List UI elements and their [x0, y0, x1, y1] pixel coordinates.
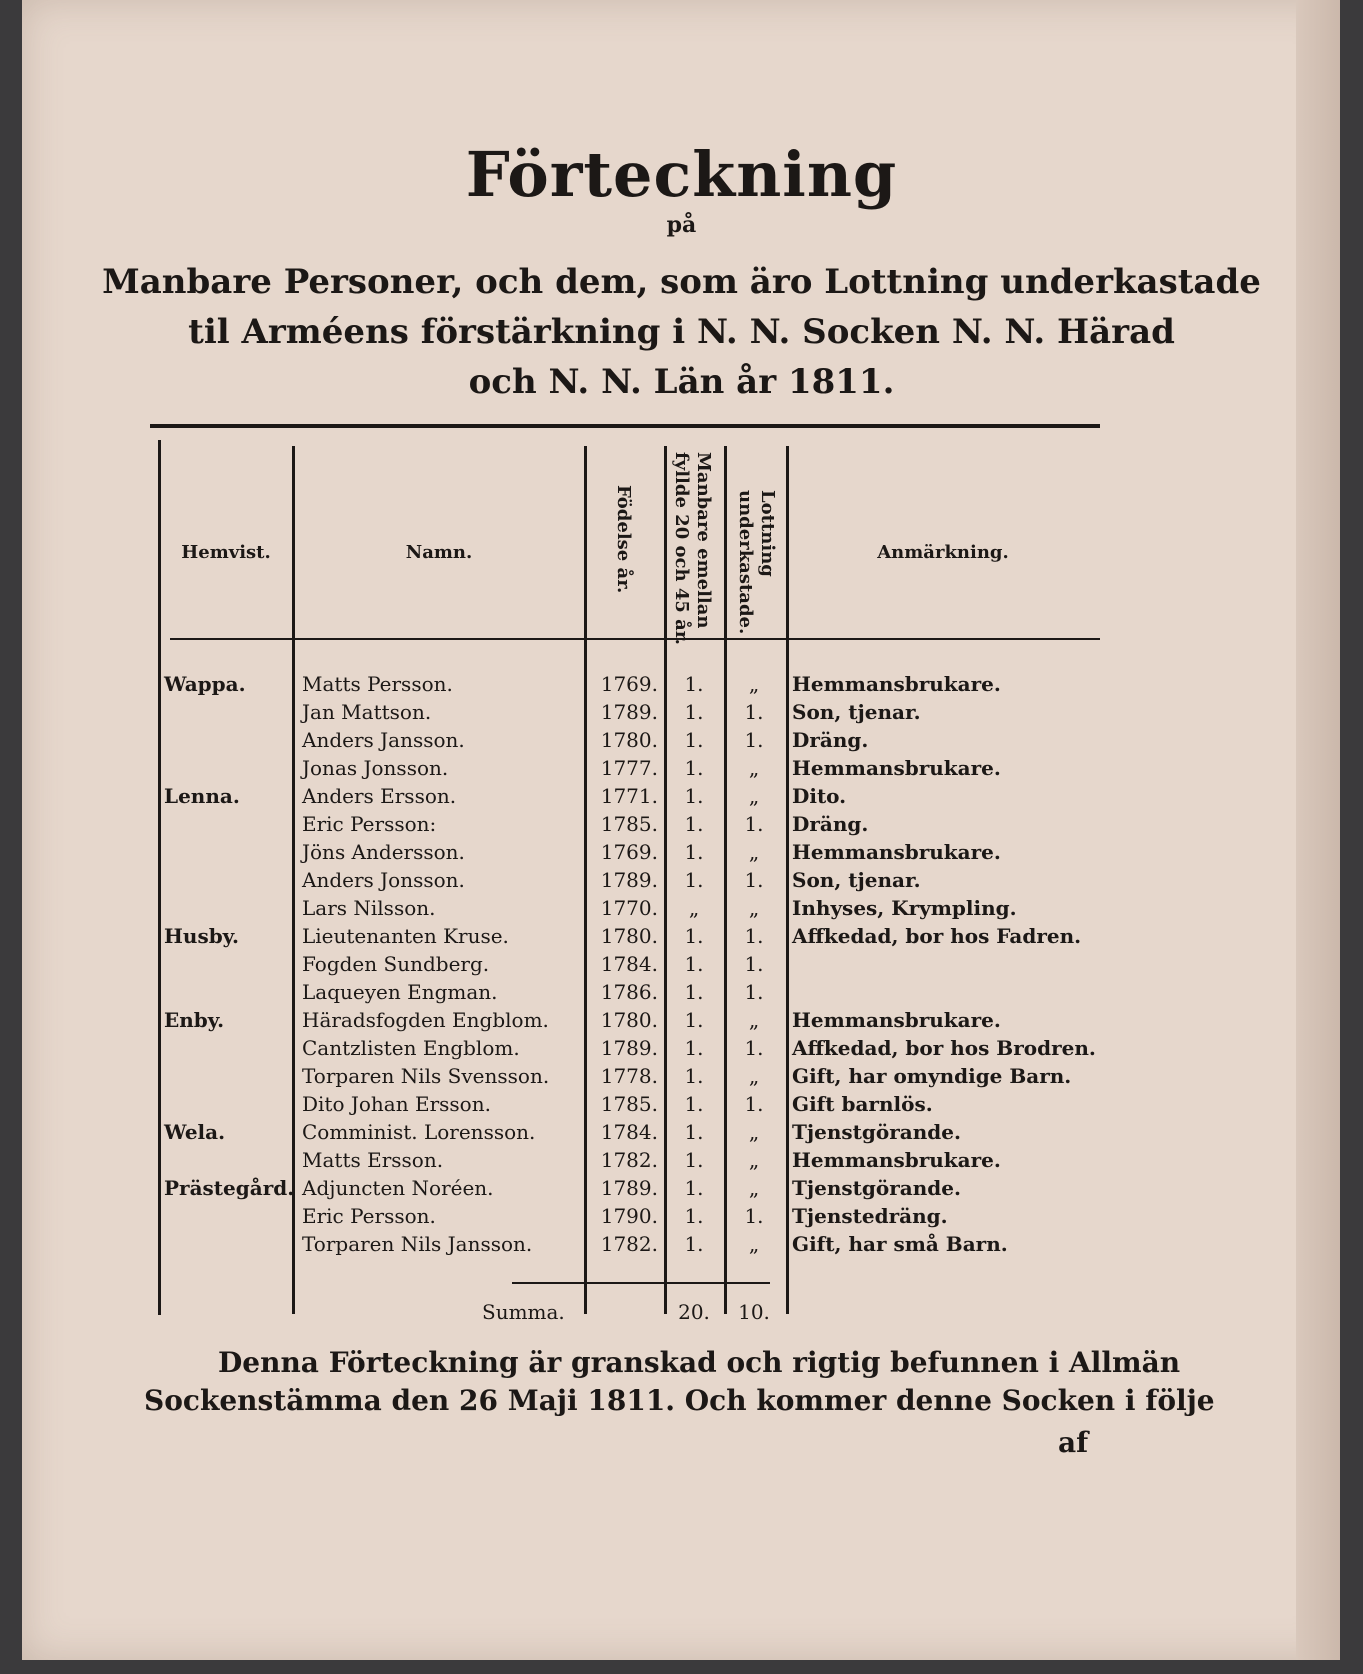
row-birth-year: 1782.	[600, 1232, 658, 1256]
column-header-lottning	[734, 490, 778, 634]
table-col-rule-5	[786, 446, 789, 1314]
row-birth-year: 1789.	[600, 700, 658, 724]
row-birth-year: 1782.	[600, 1148, 658, 1172]
row-name: Dito Johan Ersson.	[302, 1092, 491, 1116]
summa-manbare: 20.	[678, 1300, 710, 1324]
row-name: Matts Ersson.	[302, 1148, 444, 1172]
row-name: Fogden Sundberg.	[302, 952, 490, 976]
footer-line1: Denna Förteckning är granskad och rigtig befunnen i Allmän	[218, 1346, 1181, 1379]
row-birth-year: 1769.	[600, 840, 658, 864]
row-parish: Lenna.	[164, 784, 240, 808]
row-parish: Wela.	[164, 1120, 226, 1144]
table-header-rule	[170, 638, 1100, 640]
row-remark: Dräng.	[792, 812, 869, 836]
row-name: Matts Persson.	[302, 672, 453, 696]
row-birth-year: 1784.	[600, 952, 658, 976]
row-name: Häradsfogden Engblom.	[302, 1008, 549, 1032]
row-birth-year: 1770.	[600, 896, 658, 920]
row-lottning-mark: „	[748, 1064, 760, 1088]
row-manbare-mark: 1.	[684, 672, 704, 696]
row-lottning-mark: „	[748, 1008, 760, 1032]
row-lottning-mark: 1.	[744, 980, 764, 1004]
document-subtitle-line3: och N. N. Län år 1811.	[468, 362, 895, 402]
row-manbare-mark: 1.	[684, 1092, 704, 1116]
row-lottning-mark: 1.	[744, 1092, 764, 1116]
row-lottning-mark: 1.	[744, 952, 764, 976]
document-subtitle-line1: Manbare Personer, och dem, som äro Lottning underkastade	[102, 262, 1261, 302]
row-birth-year: 1789.	[600, 868, 658, 892]
row-name: Lars Nilsson.	[302, 896, 436, 920]
column-header-manbare-line1: Manbare emellan	[693, 452, 714, 629]
row-parish: Enby.	[164, 1008, 225, 1032]
document-title: Förteckning	[465, 138, 898, 211]
table-col-rule-2	[584, 446, 587, 1314]
row-manbare-mark: 1.	[684, 812, 704, 836]
row-remark: Gift barnlös.	[792, 1092, 933, 1116]
row-lottning-mark: 1.	[744, 700, 764, 724]
row-manbare-mark: 1.	[684, 980, 704, 1004]
row-remark: Affkedad, bor hos Brodren.	[792, 1036, 1096, 1060]
row-birth-year: 1785.	[600, 812, 658, 836]
column-header-lottning-line1: Lottning	[757, 490, 778, 577]
row-lottning-mark: „	[748, 1176, 760, 1200]
row-manbare-mark: 1.	[684, 1120, 704, 1144]
row-manbare-mark: 1.	[684, 756, 704, 780]
row-birth-year: 1790.	[600, 1204, 658, 1228]
row-remark: Hemmansbrukare.	[792, 1148, 1001, 1172]
column-header-hemvist: Hemvist.	[181, 542, 271, 563]
row-remark: Tjenstgörande.	[792, 1176, 961, 1200]
column-header-anmarkning: Anmärkning.	[877, 542, 1009, 563]
column-header-namn: Namn.	[405, 542, 473, 563]
row-manbare-mark: 1.	[684, 1176, 704, 1200]
row-manbare-mark: 1.	[684, 1232, 704, 1256]
row-birth-year: 1771.	[600, 784, 658, 808]
row-name: Jonas Jonsson.	[302, 756, 449, 780]
row-manbare-mark: 1.	[684, 952, 704, 976]
row-manbare-mark: 1.	[684, 868, 704, 892]
row-remark: Son, tjenar.	[792, 700, 921, 724]
summa-lottning: 10.	[738, 1300, 770, 1324]
row-remark: Tjenstgörande.	[792, 1120, 961, 1144]
row-manbare-mark: 1.	[684, 1204, 704, 1228]
row-birth-year: 1789.	[600, 1176, 658, 1200]
row-manbare-mark: 1.	[684, 728, 704, 752]
row-birth-year: 1769.	[600, 672, 658, 696]
row-birth-year: 1786.	[600, 980, 658, 1004]
row-parish: Husby.	[164, 924, 239, 948]
row-lottning-mark: „	[748, 1148, 760, 1172]
summa-rule	[512, 1282, 770, 1284]
row-lottning-mark: „	[748, 756, 760, 780]
row-name: Eric Persson.	[302, 1204, 436, 1228]
row-remark: Dito.	[792, 784, 847, 808]
row-name: Anders Jonsson.	[302, 868, 465, 892]
row-birth-year: 1780.	[600, 728, 658, 752]
row-parish: Wappa.	[164, 672, 246, 696]
row-name: Anders Jansson.	[302, 728, 465, 752]
row-birth-year: 1785.	[600, 1092, 658, 1116]
row-manbare-mark: 1.	[684, 1064, 704, 1088]
row-lottning-mark: „	[748, 784, 760, 808]
summa-label: Summa.	[482, 1300, 565, 1324]
row-name: Jöns Andersson.	[302, 840, 465, 864]
row-lottning-mark: „	[748, 672, 760, 696]
footer-line3: af	[1058, 1426, 1089, 1459]
row-remark: Tjenstedräng.	[792, 1204, 948, 1228]
row-manbare-mark: 1.	[684, 784, 704, 808]
row-remark: Hemmansbrukare.	[792, 672, 1001, 696]
row-name: Eric Persson:	[302, 812, 437, 836]
row-lottning-mark: 1.	[744, 812, 764, 836]
table-top-rule	[150, 424, 1100, 428]
row-lottning-mark: „	[748, 1232, 760, 1256]
row-remark: Gift, har omyndige Barn.	[792, 1064, 1072, 1088]
row-lottning-mark: „	[748, 1120, 760, 1144]
column-header-lottning-line2: underkastade.	[735, 490, 756, 635]
column-header-manbare	[670, 452, 714, 645]
row-name: Laqueyen Engman.	[302, 980, 498, 1004]
table-col-rule-3	[664, 446, 667, 1314]
row-birth-year: 1777.	[600, 756, 658, 780]
row-remark: Dräng.	[792, 728, 869, 752]
row-name: Lieutenanten Kruse.	[302, 924, 509, 948]
row-lottning-mark: 1.	[744, 868, 764, 892]
row-manbare-mark: 1.	[684, 1148, 704, 1172]
row-remark: Gift, har små Barn.	[792, 1232, 1008, 1256]
row-lottning-mark: 1.	[744, 1204, 764, 1228]
row-remark: Affkedad, bor hos Fadren.	[792, 924, 1082, 948]
row-name: Adjuncten Noréen.	[302, 1176, 494, 1200]
row-manbare-mark: 1.	[684, 700, 704, 724]
row-name: Comminist. Lorensson.	[302, 1120, 536, 1144]
row-birth-year: 1789.	[600, 1036, 658, 1060]
row-manbare-mark: 1.	[684, 840, 704, 864]
column-header-fodelse-label: Födelse år.	[613, 485, 634, 594]
row-manbare-mark: „	[688, 896, 700, 920]
footer-line2: Sockenstämma den 26 Maji 1811. Och kommer denne Socken i följe	[144, 1384, 1215, 1417]
row-lottning-mark: 1.	[744, 924, 764, 948]
row-lottning-mark: 1.	[744, 1036, 764, 1060]
row-lottning-mark: 1.	[744, 728, 764, 752]
table-col-rule-4	[724, 446, 727, 1314]
paper-edge	[1296, 0, 1340, 1660]
column-header-manbare-line2: fyllde 20 och 45 år.	[671, 452, 692, 645]
row-manbare-mark: 1.	[684, 1008, 704, 1032]
row-birth-year: 1780.	[600, 1008, 658, 1032]
row-remark: Hemmansbrukare.	[792, 1008, 1001, 1032]
row-parish: Prästegård.	[164, 1176, 295, 1200]
document-preposition: på	[666, 212, 697, 238]
row-birth-year: 1778.	[600, 1064, 658, 1088]
row-manbare-mark: 1.	[684, 1036, 704, 1060]
row-name: Torparen Nils Svensson.	[302, 1064, 550, 1088]
row-remark: Son, tjenar.	[792, 868, 921, 892]
row-remark: Hemmansbrukare.	[792, 840, 1001, 864]
row-name: Cantzlisten Engblom.	[302, 1036, 520, 1060]
row-lottning-mark: „	[748, 840, 760, 864]
table-left-rule	[158, 440, 161, 1315]
row-birth-year: 1780.	[600, 924, 658, 948]
row-name: Jan Mattson.	[302, 700, 432, 724]
row-name: Torparen Nils Jansson.	[302, 1232, 533, 1256]
row-remark: Hemmansbrukare.	[792, 756, 1001, 780]
row-manbare-mark: 1.	[684, 924, 704, 948]
row-name: Anders Ersson.	[302, 784, 457, 808]
row-birth-year: 1784.	[600, 1120, 658, 1144]
document-subtitle-line2: til Arméens förstärkning i N. N. Socken N. N. Härad	[188, 312, 1175, 352]
column-header-fodelse	[612, 485, 634, 593]
row-remark: Inhyses, Krympling.	[792, 896, 1017, 920]
row-lottning-mark: „	[748, 896, 760, 920]
